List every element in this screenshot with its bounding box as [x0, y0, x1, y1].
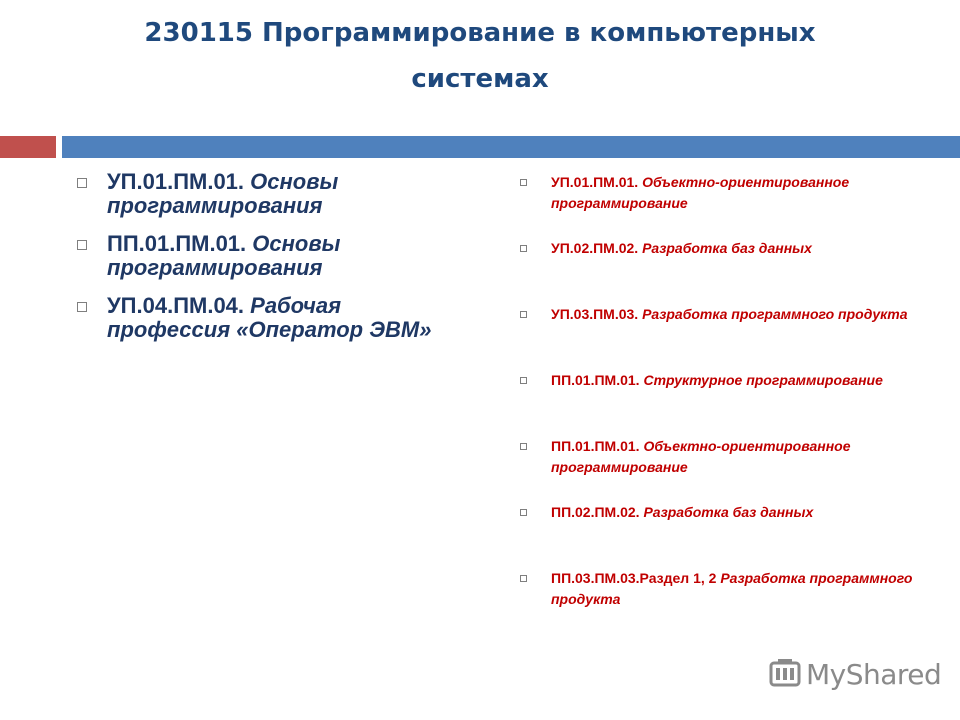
- square-bullet-icon: [520, 245, 527, 252]
- item-code: ПП.03.ПМ.03.Раздел 1, 2: [551, 570, 721, 586]
- item-code: УП.02.ПМ.02.: [551, 240, 643, 256]
- item-code: ПП.01.ПМ.01.: [551, 438, 644, 454]
- list-item: [74, 232, 454, 280]
- item-code: ПП.02.ПМ.02.: [551, 504, 644, 520]
- item-code: ПП.01.ПМ.01.: [551, 372, 644, 388]
- list-item: [518, 304, 918, 370]
- item-code: УП.04.ПМ.04.: [107, 293, 251, 318]
- list-item: [74, 294, 454, 342]
- square-bullet-icon: [520, 377, 527, 384]
- watermark-logo: [768, 656, 941, 692]
- item-text: Разработка баз данных: [642, 240, 812, 256]
- item-text: Объектно-ориентированное программирование: [551, 438, 851, 475]
- page-title: 230115 Программирование в компьютерных системах: [144, 18, 816, 94]
- item-text: Основы программирования: [107, 231, 341, 280]
- myshared-logo-icon: [768, 657, 802, 691]
- item-text: Рабочая профессия «Оператор ЭВМ»: [107, 293, 432, 342]
- square-bullet-icon: [77, 302, 87, 312]
- accent-bar-red: [0, 136, 56, 158]
- item-text: Разработка программного продукта: [551, 570, 913, 607]
- list-item: [74, 170, 454, 218]
- item-text: Объектно-ориентированное программирование: [551, 174, 850, 211]
- square-bullet-icon: [520, 311, 527, 318]
- item-text: Структурное программирование: [643, 372, 883, 388]
- square-bullet-icon: [77, 178, 87, 188]
- square-bullet-icon: [520, 443, 527, 450]
- item-code: ПП.01.ПМ.01.: [107, 231, 253, 256]
- square-bullet-icon: [520, 179, 527, 186]
- item-code: УП.03.ПМ.03.: [551, 306, 643, 322]
- item-text: Разработка программного продукта: [642, 306, 908, 322]
- square-bullet-icon: [520, 509, 527, 516]
- list-item: [518, 502, 918, 568]
- item-text: Разработка баз данных: [643, 504, 814, 520]
- square-bullet-icon: [520, 575, 527, 582]
- item-code: УП.01.ПМ.01.: [107, 169, 251, 194]
- list-item: [518, 568, 918, 634]
- item-code: УП.01.ПМ.01.: [551, 174, 643, 190]
- square-bullet-icon: [77, 240, 87, 250]
- list-item: [518, 238, 918, 304]
- watermark-text: MyShared: [806, 657, 942, 691]
- list-item: [518, 436, 918, 502]
- list-item: [518, 370, 918, 436]
- item-text: Основы программирования: [107, 169, 339, 218]
- list-item: [518, 172, 918, 238]
- right-list: [518, 172, 918, 634]
- left-list: [74, 170, 454, 356]
- accent-bar-blue: [62, 136, 960, 158]
